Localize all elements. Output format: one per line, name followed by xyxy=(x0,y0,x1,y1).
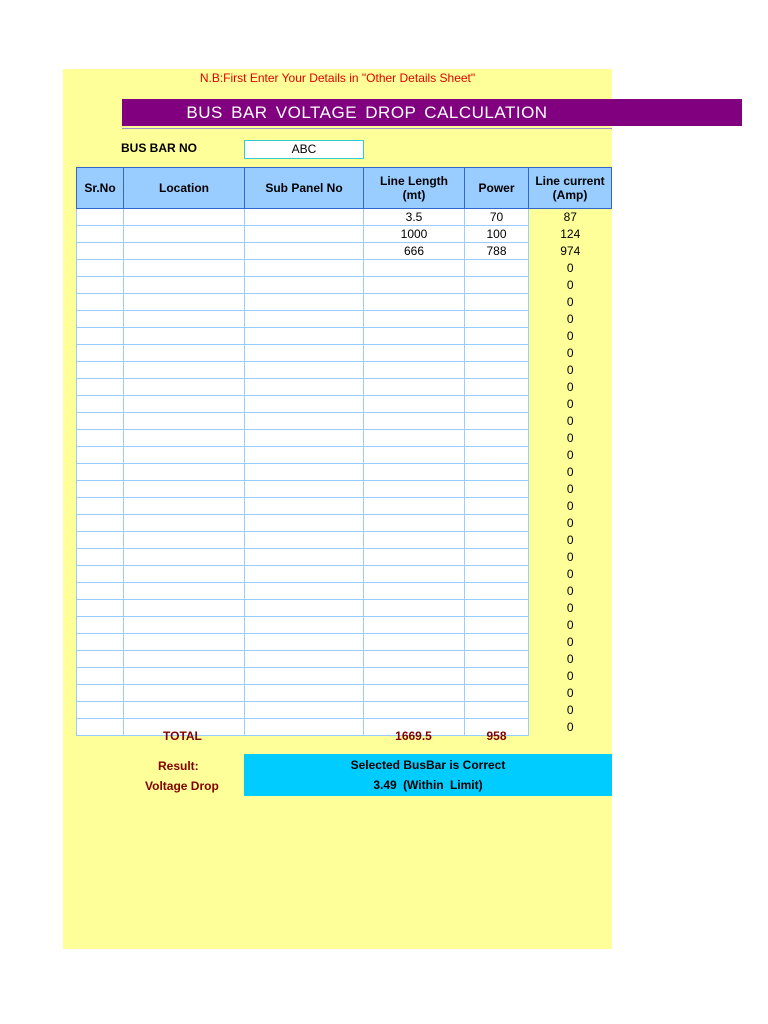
cell-location[interactable] xyxy=(124,243,245,260)
cell-line-length[interactable] xyxy=(364,277,465,294)
header-subpanel: Sub Panel No xyxy=(245,168,364,209)
cell-power[interactable]: 788 xyxy=(465,243,529,260)
cell-subpanel[interactable] xyxy=(245,209,364,226)
cell-power[interactable] xyxy=(465,634,529,651)
header-line-length-unit: (mt) xyxy=(402,188,426,202)
cell-line-current: 0 xyxy=(566,482,574,496)
cell-srno[interactable] xyxy=(77,430,124,447)
cell-line-current: 0 xyxy=(566,397,574,411)
cell-line-length[interactable] xyxy=(364,583,465,600)
table-row xyxy=(77,362,612,379)
result-label: Result: xyxy=(158,759,199,773)
table-row xyxy=(77,430,612,447)
cell-location[interactable] xyxy=(124,685,245,702)
cell-subpanel[interactable] xyxy=(245,379,364,396)
cell-line-length[interactable] xyxy=(364,379,465,396)
cell-power[interactable] xyxy=(465,583,529,600)
cell-location[interactable] xyxy=(124,413,245,430)
cell-subpanel[interactable] xyxy=(245,549,364,566)
table-row xyxy=(77,379,612,396)
cell-srno[interactable] xyxy=(77,634,124,651)
cell-location[interactable] xyxy=(124,260,245,277)
cell-line-current: 0 xyxy=(566,312,574,326)
table-row xyxy=(77,243,612,260)
cell-line-length[interactable] xyxy=(364,634,465,651)
table-row xyxy=(77,685,612,702)
cell-line-current: 0 xyxy=(566,686,574,700)
cell-location[interactable] xyxy=(124,702,245,719)
cell-line-length[interactable]: 3.5 xyxy=(364,209,465,226)
cell-subpanel[interactable] xyxy=(245,651,364,668)
header-power: Power xyxy=(465,168,529,209)
cell-line-length[interactable] xyxy=(364,498,465,515)
cell-power[interactable] xyxy=(465,651,529,668)
cell-line-length[interactable] xyxy=(364,294,465,311)
table-row xyxy=(77,294,612,311)
cell-subpanel[interactable] xyxy=(245,430,364,447)
cell-power[interactable] xyxy=(465,617,529,634)
cell-location[interactable] xyxy=(124,634,245,651)
cell-subpanel[interactable] xyxy=(245,464,364,481)
busbar-no-label: BUS BAR NO xyxy=(121,141,198,155)
cell-location[interactable] xyxy=(124,447,245,464)
cell-srno[interactable] xyxy=(77,685,124,702)
cell-power[interactable] xyxy=(465,379,529,396)
cell-power[interactable] xyxy=(465,260,529,277)
cell-power[interactable] xyxy=(465,549,529,566)
cell-line-current: 0 xyxy=(566,516,574,530)
cell-power[interactable] xyxy=(465,600,529,617)
cell-subpanel[interactable] xyxy=(245,668,364,685)
table-row xyxy=(77,702,612,719)
cell-line-length[interactable] xyxy=(364,328,465,345)
cell-line-length[interactable] xyxy=(364,702,465,719)
cell-srno[interactable] xyxy=(77,617,124,634)
cell-subpanel[interactable] xyxy=(245,362,364,379)
cell-power[interactable] xyxy=(465,464,529,481)
cell-subpanel[interactable] xyxy=(245,583,364,600)
cell-location[interactable] xyxy=(124,294,245,311)
table-row xyxy=(77,447,612,464)
table-row xyxy=(77,634,612,651)
cell-line-current: 0 xyxy=(566,703,574,717)
cell-subpanel[interactable] xyxy=(245,345,364,362)
cell-line-current: 0 xyxy=(566,550,574,564)
cell-location[interactable] xyxy=(124,464,245,481)
cell-subpanel[interactable] xyxy=(245,294,364,311)
cell-srno[interactable] xyxy=(77,532,124,549)
cell-line-length[interactable]: 666 xyxy=(364,243,465,260)
cell-location[interactable] xyxy=(124,345,245,362)
cell-line-current: 0 xyxy=(566,499,574,513)
cell-power[interactable]: 70 xyxy=(465,209,529,226)
cell-line-current: 124 xyxy=(560,227,581,241)
table-row xyxy=(77,345,612,362)
header-line-current-title: Line current xyxy=(535,174,605,188)
cell-location[interactable] xyxy=(124,362,245,379)
table-row xyxy=(77,396,612,413)
cell-location[interactable] xyxy=(124,396,245,413)
cell-power[interactable] xyxy=(465,481,529,498)
table-row xyxy=(77,481,612,498)
cell-line-current: 0 xyxy=(566,465,574,479)
voltage-drop-value: 3.49 (Within Limit) xyxy=(373,778,483,792)
table-row xyxy=(77,413,612,430)
cell-srno[interactable] xyxy=(77,226,124,243)
cell-power[interactable] xyxy=(465,311,529,328)
cell-srno[interactable] xyxy=(77,515,124,532)
cell-subpanel[interactable] xyxy=(245,634,364,651)
cell-power[interactable] xyxy=(465,515,529,532)
cell-line-length[interactable] xyxy=(364,515,465,532)
total-power: 958 xyxy=(486,729,507,743)
cell-subpanel[interactable] xyxy=(245,277,364,294)
cell-line-current: 0 xyxy=(566,363,574,377)
cell-line-length[interactable] xyxy=(364,430,465,447)
cell-line-length[interactable] xyxy=(364,549,465,566)
cell-line-current: 0 xyxy=(566,329,574,343)
cell-power[interactable] xyxy=(465,328,529,345)
cell-line-current: 0 xyxy=(566,295,574,309)
table-row xyxy=(77,277,612,294)
cell-line-length[interactable] xyxy=(364,362,465,379)
header-srno: Sr.No xyxy=(77,168,124,209)
cell-line-length[interactable] xyxy=(364,447,465,464)
cell-subpanel[interactable] xyxy=(245,413,364,430)
cell-srno[interactable] xyxy=(77,362,124,379)
table-row xyxy=(77,549,612,566)
cell-srno[interactable] xyxy=(77,413,124,430)
header-line-length xyxy=(364,168,465,209)
cell-srno[interactable] xyxy=(77,719,124,736)
cell-power[interactable] xyxy=(465,277,529,294)
header-line-current xyxy=(529,168,612,209)
table-row xyxy=(77,328,612,345)
header-line-current-unit: (Amp) xyxy=(552,188,588,202)
header-line-length-title: Line Length xyxy=(380,174,448,188)
cell-power[interactable] xyxy=(465,447,529,464)
table-row xyxy=(77,226,612,243)
cell-subpanel[interactable] xyxy=(245,617,364,634)
cell-srno[interactable] xyxy=(77,702,124,719)
cell-location[interactable] xyxy=(124,430,245,447)
cell-power[interactable] xyxy=(465,685,529,702)
cell-power[interactable] xyxy=(465,430,529,447)
cell-line-current: 0 xyxy=(566,720,574,734)
cell-power[interactable] xyxy=(465,413,529,430)
table-header-row xyxy=(77,168,612,209)
cell-line-current: 0 xyxy=(566,278,574,292)
cell-line-current: 0 xyxy=(566,652,574,666)
cell-line-length[interactable] xyxy=(364,651,465,668)
table-row xyxy=(77,566,612,583)
cell-power[interactable] xyxy=(465,498,529,515)
cell-power[interactable] xyxy=(465,566,529,583)
cell-location[interactable] xyxy=(124,515,245,532)
cell-srno[interactable] xyxy=(77,668,124,685)
cell-srno[interactable] xyxy=(77,277,124,294)
instruction-note: N.B:First Enter Your Details in "Other Details Sheet" xyxy=(199,71,476,85)
cell-subpanel[interactable] xyxy=(245,243,364,260)
cell-line-current: 0 xyxy=(566,533,574,547)
cell-line-length[interactable] xyxy=(364,600,465,617)
cell-srno[interactable] xyxy=(77,260,124,277)
cell-line-current: 0 xyxy=(566,380,574,394)
cell-srno[interactable] xyxy=(77,311,124,328)
cell-srno[interactable] xyxy=(77,566,124,583)
cell-subpanel[interactable] xyxy=(245,396,364,413)
cell-subpanel[interactable] xyxy=(245,447,364,464)
cell-subpanel[interactable] xyxy=(245,498,364,515)
table-row xyxy=(77,668,612,685)
title-bar xyxy=(122,99,742,126)
load-table xyxy=(76,167,612,736)
cell-power[interactable] xyxy=(465,362,529,379)
cell-srno[interactable] xyxy=(77,379,124,396)
table-row xyxy=(77,532,612,549)
header-location: Location xyxy=(124,168,245,209)
cell-srno[interactable] xyxy=(77,464,124,481)
cell-srno[interactable] xyxy=(77,209,124,226)
cell-line-length[interactable] xyxy=(364,311,465,328)
cell-subpanel[interactable] xyxy=(245,600,364,617)
cell-srno[interactable] xyxy=(77,396,124,413)
table-row xyxy=(77,515,612,532)
total-line-length: 1669.5 xyxy=(395,729,432,743)
cell-srno[interactable] xyxy=(77,243,124,260)
page-title: BUS BAR VOLTAGE DROP CALCULATION xyxy=(186,103,548,122)
cell-location[interactable] xyxy=(124,311,245,328)
cell-line-length[interactable] xyxy=(364,566,465,583)
cell-location[interactable] xyxy=(124,600,245,617)
cell-subpanel[interactable] xyxy=(245,328,364,345)
cell-location[interactable] xyxy=(124,583,245,600)
cell-line-current: 0 xyxy=(566,431,574,445)
cell-srno[interactable] xyxy=(77,447,124,464)
cell-line-length[interactable]: 1000 xyxy=(364,226,465,243)
cell-subpanel[interactable] xyxy=(245,532,364,549)
cell-location[interactable] xyxy=(124,532,245,549)
cell-line-length[interactable] xyxy=(364,464,465,481)
table-row xyxy=(77,498,612,515)
cell-power[interactable] xyxy=(465,345,529,362)
cell-srno[interactable] xyxy=(77,481,124,498)
table-row xyxy=(77,209,612,226)
cell-line-current: 0 xyxy=(566,414,574,428)
cell-subpanel[interactable] xyxy=(245,226,364,243)
table-row xyxy=(77,464,612,481)
cell-line-length[interactable] xyxy=(364,617,465,634)
cell-subpanel[interactable] xyxy=(245,260,364,277)
cell-location[interactable] xyxy=(124,617,245,634)
cell-power[interactable] xyxy=(465,294,529,311)
table-body xyxy=(77,209,612,736)
busbar-no-input[interactable]: ABC xyxy=(244,140,364,159)
cell-location[interactable] xyxy=(124,549,245,566)
cell-srno[interactable] xyxy=(77,651,124,668)
cell-line-length[interactable] xyxy=(364,260,465,277)
cell-power[interactable] xyxy=(465,396,529,413)
cell-line-length[interactable] xyxy=(364,481,465,498)
cell-subpanel[interactable] xyxy=(245,481,364,498)
cell-power[interactable] xyxy=(465,532,529,549)
cell-location[interactable] xyxy=(124,226,245,243)
cell-line-current: 0 xyxy=(566,601,574,615)
cell-subpanel[interactable] xyxy=(245,311,364,328)
cell-power[interactable] xyxy=(465,668,529,685)
cell-location[interactable] xyxy=(124,668,245,685)
cell-line-current: 0 xyxy=(566,261,574,275)
cell-location[interactable] xyxy=(124,651,245,668)
cell-srno[interactable] xyxy=(77,583,124,600)
cell-subpanel[interactable] xyxy=(245,685,364,702)
cell-line-length[interactable] xyxy=(364,685,465,702)
table-row xyxy=(77,617,612,634)
cell-line-current: 0 xyxy=(566,618,574,632)
cell-srno[interactable] xyxy=(77,294,124,311)
cell-line-current: 974 xyxy=(560,244,581,258)
table-row xyxy=(77,600,612,617)
cell-location[interactable] xyxy=(124,566,245,583)
cell-location[interactable] xyxy=(124,328,245,345)
cell-srno[interactable] xyxy=(77,549,124,566)
cell-location[interactable] xyxy=(124,277,245,294)
cell-srno[interactable] xyxy=(77,600,124,617)
cell-subpanel[interactable] xyxy=(245,702,364,719)
cell-srno[interactable] xyxy=(77,498,124,515)
cell-line-current: 0 xyxy=(566,584,574,598)
table-row xyxy=(77,260,612,277)
title-divider xyxy=(122,128,612,129)
cell-location[interactable] xyxy=(124,481,245,498)
table-row xyxy=(77,583,612,600)
cell-srno[interactable] xyxy=(77,345,124,362)
cell-power[interactable] xyxy=(465,702,529,719)
cell-srno[interactable] xyxy=(77,328,124,345)
result-status: Selected BusBar is Correct xyxy=(350,758,506,772)
cell-line-length[interactable] xyxy=(364,396,465,413)
voltage-drop-label: Voltage Drop xyxy=(145,779,219,793)
cell-line-current: 0 xyxy=(566,669,574,683)
cell-line-length[interactable] xyxy=(364,532,465,549)
cell-line-current: 0 xyxy=(566,448,574,462)
cell-power[interactable]: 100 xyxy=(465,226,529,243)
cell-line-current: 0 xyxy=(566,346,574,360)
cell-line-current: 0 xyxy=(566,635,574,649)
total-label: TOTAL xyxy=(163,729,202,743)
cell-subpanel[interactable] xyxy=(245,719,364,736)
cell-line-length[interactable] xyxy=(364,345,465,362)
cell-line-current: 87 xyxy=(563,210,577,225)
cell-location[interactable] xyxy=(124,209,245,226)
cell-subpanel[interactable] xyxy=(245,566,364,583)
cell-line-length[interactable] xyxy=(364,668,465,685)
table-row xyxy=(77,719,612,736)
result-box xyxy=(244,754,612,796)
table-row xyxy=(77,311,612,328)
table-row xyxy=(77,651,612,668)
cell-subpanel[interactable] xyxy=(245,515,364,532)
cell-location[interactable] xyxy=(124,379,245,396)
cell-line-length[interactable] xyxy=(364,413,465,430)
cell-location[interactable] xyxy=(124,498,245,515)
cell-line-current: 0 xyxy=(566,567,574,581)
